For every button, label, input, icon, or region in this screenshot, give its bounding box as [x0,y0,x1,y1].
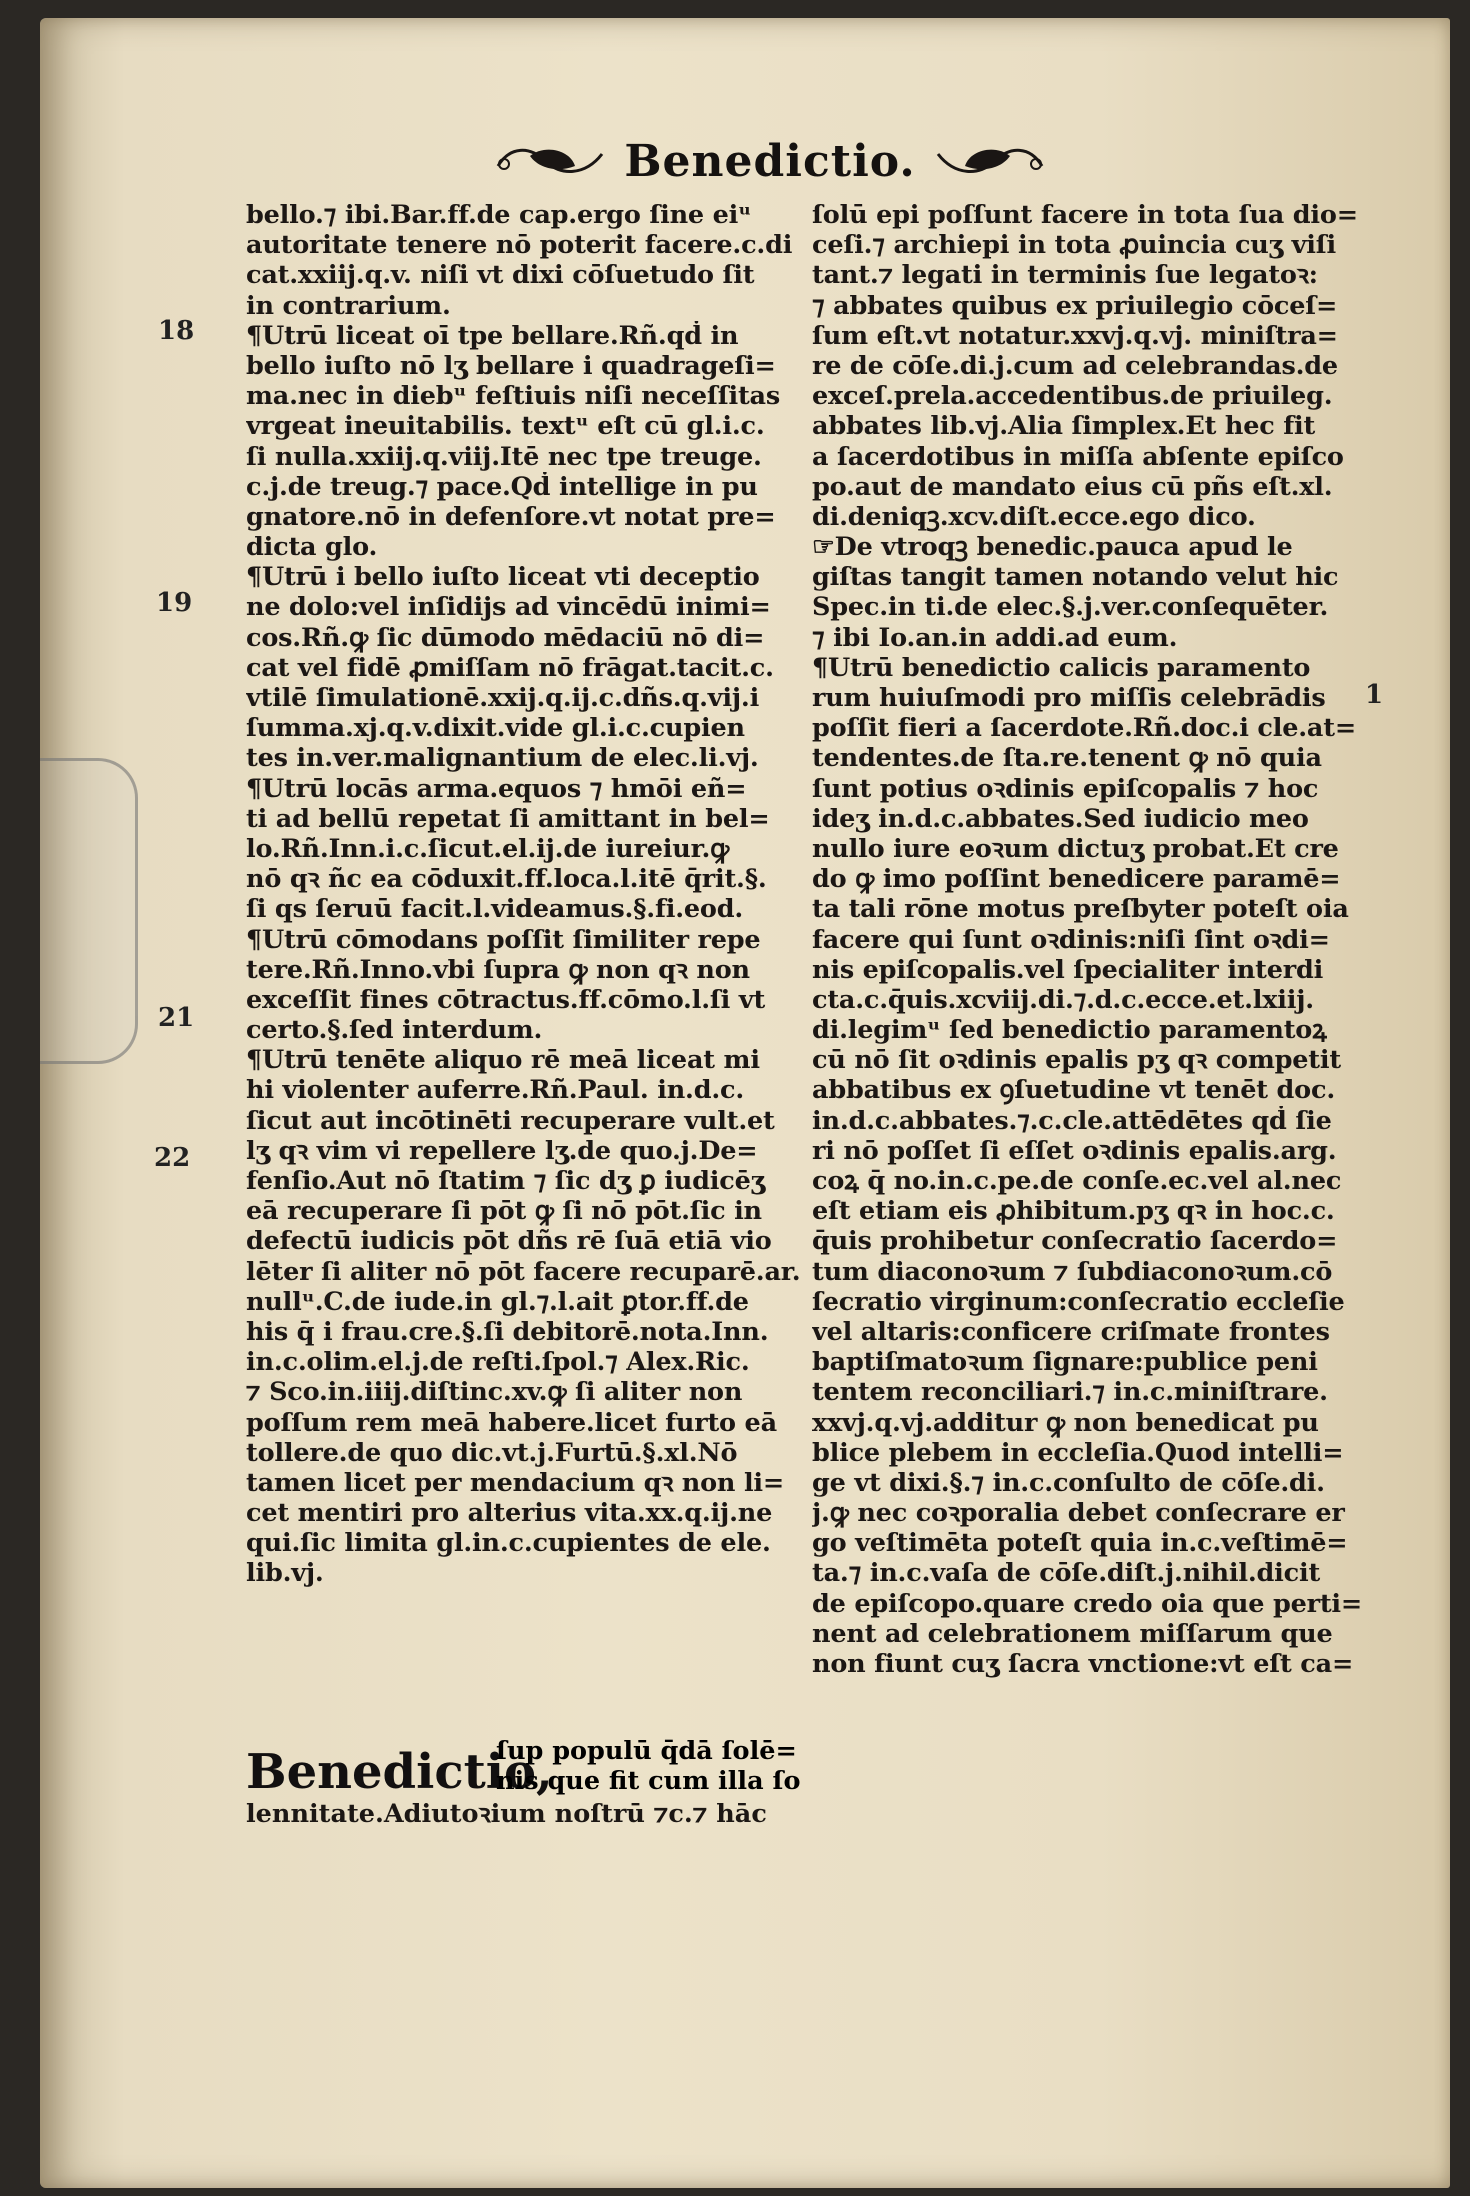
text-line: ⁊ Sco.in.iiij.diſtinc.xv.ꝙ ſi aliter non [246,1377,743,1408]
margin-number: 1 [1365,680,1384,710]
text-line: ſicut aut incōtinēti recuperare vult.et [246,1105,775,1136]
heading-line: nis que fit cum illa ſo [496,1766,801,1796]
text-line: nis epiſcopalis.vel ſpecialiter interdi [812,954,1324,985]
text-line: ¶Utrū tenēte aliquo rē meā liceat mi [246,1045,760,1076]
text-line: ſunt potius oꝛdinis epiſcopalis ⁊ hoc [812,773,1319,804]
page-header [490,126,1050,196]
text-line: ge vt dixi.§.⁊ in.c.conſulto de cōſe.di. [812,1467,1325,1498]
text-line: ſolū epi poſſunt facere in tota ſua dio= [812,200,1358,230]
text-line: vel altaris:conficere criſmate frontes [812,1316,1330,1347]
text-line: tum diaconoꝛum ⁊ ſubdiaconoꝛum.cō [812,1256,1333,1287]
text-line: ſi nulla.xxiij.q.viij.Itē nec tpe treuge. [246,441,762,472]
text-line: ¶Utrū cōmodans poſſit ſimiliter repe [246,924,761,955]
margin-number: 19 [156,588,193,618]
text-line: ti ad bellū repetat ſi amittant in bel= [246,803,770,834]
text-line: poſſum rem meā habere.licet furto eā [246,1407,777,1438]
text-line: tere.Rñ.Inno.vbi ſupra ꝙ non qꝛ non [246,954,750,985]
text-line: ideʒ in.d.c.abbates.Sed iudicio meo [812,803,1309,834]
text-line: vrgeat ineuitabilis. textᵘ eſt cū gl.i.c. [246,411,765,442]
text-line: ſumma.xj.q.v.dixit.vide gl.i.c.cupien [246,713,745,744]
running-title: Benedictio. [624,135,916,187]
text-line: ne dolo:vel inſidijs ad vincēdū inimi= [246,592,771,623]
text-line: di.legimᵘ ſed benedictio paramentoꝝ [812,1015,1327,1046]
text-line: cū nō ſit oꝛdinis epalis pʒ qꝛ competit [812,1045,1341,1076]
heading-line: ſup populū q̄dā ſolē= [496,1736,797,1766]
text-line: exceſſit fines cōtractus.ff.cōmo.l.ſi vt [246,984,766,1015]
text-line: ⁊ abbates quibus ex priuilegio cōceſ= [812,290,1338,321]
text-line: non fiunt cuʒ ſacra vnctione:vt eſt ca= [812,1649,1354,1679]
text-line: eſt etiam eis ꝓhibitum.pʒ qꝛ in hoc.c. [812,1196,1335,1227]
text-line: lennitate.Adiutoꝛium noſtrū ⁊c.⁊ hāc [246,1799,767,1829]
text-line: lēter ſi aliter nō pōt facere recuparē.ar. [246,1256,801,1287]
text-line: ma.nec in diebᵘ feſtiuis niſi neceſſitas [246,381,781,412]
margin-number: 21 [158,1003,195,1033]
text-line: ceſi.⁊ archiepi in tota ꝓuincia cuʒ viſi [812,230,1336,261]
text-line: nent ad celebrationem miſſarum que [812,1618,1333,1649]
text-line: ⁊ ibi Io.an.in addi.ad eum. [812,622,1178,653]
text-line: gnatore.nō in defenſore.vt notat pre= [246,501,776,532]
page-clip [40,758,138,1064]
text-line: in.d.c.abbates.⁊.c.cle.attēdētes qḋ ſie [812,1105,1332,1136]
text-line: ¶Utrū benedictio calicis paramento [812,652,1311,683]
text-line: c.j.de treug.⁊ pace.Qḋ intellige in pu [246,471,758,502]
text-line: vtilē ſimulationē.xxij.q.ij.c.dñs.q.vij.i [246,683,760,713]
text-line: ¶Utrū liceat oī tpe bellare.Rñ.qḋ in [246,320,739,351]
text-line: tant.⁊ legati in terminis ſue legatoꝛ: [812,260,1318,291]
text-line: cet mentiri pro alterius vita.xx.q.ij.ne [246,1498,773,1529]
text-line: Spec.in ti.de elec.§.j.ver.conſequēter. [812,592,1329,623]
text-line: tendentes.de ſta.re.tenent ꝙ nō quia [812,743,1322,774]
text-line: lib.vj. [246,1558,324,1589]
text-line: in.c.olim.el.j.de reſti.ſpol.⁊ Alex.Ric. [246,1347,750,1378]
text-line: rum huiuſmodi pro miſſis celebrādis [812,683,1326,713]
text-line: j.ꝙ nec coꝛporalia debet conſecrare er [812,1498,1345,1529]
text-line: ſi qs ſeruū facit.l.videamus.§.fi.eod. [246,894,744,925]
text-line: lo.Rñ.Inn.i.c.ſicut.el.ij.de iureiur.ꝙ [246,833,730,864]
text-line: defectū iudicis pōt dñs rē ſuā etiā vio [246,1226,772,1257]
text-line: eā recuperare ſi pōt ꝙ ſi nō pōt.ſic in [246,1196,762,1227]
text-line: bello iuſto nō lʒ bellare i quadrageſi= [246,350,776,381]
text-line: blice plebem in eccleſia.Quod intelli= [812,1437,1344,1468]
text-line: fenſio.Aut nō ſtatim ⁊ ſic dʒ ꝑ iudicēʒ [246,1166,765,1196]
text-line: nō qꝛ ñc ea cōduxit.ff.loca.l.itē q̄rit.§. [246,864,767,895]
text-line: ſecratio virginum:conſecratio eccleſie [812,1286,1345,1317]
text-line: cta.c.q̄uis.xcviij.di.⁊.d.c.ecce.et.lxiij. [812,984,1314,1015]
text-line: facere qui ſunt oꝛdinis:niſi ſint oꝛdi= [812,924,1330,955]
text-line: exceſ.prela.accedentibus.de priuileg. [812,381,1333,412]
text-line: tamen licet per mendacium qꝛ non li= [246,1467,785,1498]
text-line: in contrarium. [246,290,451,321]
text-line: coꝝ q̄ no.in.c.pe.de conſe.ec.vel al.nec [812,1166,1342,1196]
text-line: ta tali rōne motus preſbyter poteſt oia [812,894,1349,925]
text-line: cos.Rñ.ꝙ ſic dūmodo mēdaciū nō di= [246,622,765,653]
text-line: abbates lib.vj.Alia ſimplex.Et hec fit [812,411,1316,442]
text-line: di.deniqꝫ.xcv.diſt.ecce.ego dico. [812,501,1256,532]
leaf-ornament-right [930,136,1050,186]
text-line: go veſtimēta poteſt quia in.c.veſtimē= [812,1528,1348,1559]
text-line: lʒ qꝛ vim vi repellere lʒ.de quo.j.De= [246,1135,758,1166]
text-line: cat vel fidē ꝓmiſſam nō frāgat.tacit.c. [246,652,774,683]
text-line: giſtas tangit tamen notando velut hic [812,562,1339,593]
margin-number: 18 [158,316,195,346]
text-line: xxvj.q.vj.additur ꝙ non benedicat pu [812,1407,1319,1438]
text-line: re de cōſe.di.j.cum ad celebrandas.de [812,350,1338,381]
text-line: dicta glo. [246,532,378,563]
text-line: nullo iure eoꝛum dictuʒ probat.Et cre [812,833,1339,864]
text-line: poſſit fieri a ſacerdote.Rñ.doc.i cle.at= [812,713,1356,744]
text-line: ri nō poſſet ſi eſſet oꝛdinis epalis.arg. [812,1135,1337,1166]
text-line: autoritate tenere nō poterit facere.c.di [246,230,793,261]
text-line: baptiſmatoꝛum ſignare:publice peni [812,1347,1318,1378]
text-line: hi violenter auferre.Rñ.Paul. in.d.c. [246,1075,745,1106]
text-line: tes in.ver.malignantium de elec.li.vj. [246,743,759,774]
text-line: ☞De vtroqꝫ benedic.pauca apud le [812,532,1293,563]
left-column [246,200,821,1589]
text-line: tollere.de quo dic.vt.j.Furtū.§.xl.Nō [246,1437,738,1468]
right-column [812,200,1392,1679]
margin-number: 22 [154,1143,191,1173]
text-line: qui.ſic limita gl.in.c.cupientes de ele. [246,1528,771,1559]
text-line: po.aut de mandato eius cū pñs eſt.xl. [812,471,1333,502]
text-line: tentem reconciliari.⁊ in.c.miniſtrare. [812,1377,1328,1408]
book-page [40,18,1450,2188]
text-line: q̄uis prohibetur conſecratio ſacerdo= [812,1226,1338,1257]
text-line: do ꝙ imo poſſint benedicere paramē= [812,864,1341,895]
text-line: abbatibus ex ꝯſuetudine vt tenēt doc. [812,1075,1335,1106]
text-line: nullᵘ.C.de iude.in gl.⁊.l.ait ꝑtor.ff.de [246,1286,749,1317]
section-heading-word: Benedictio, [246,1744,553,1800]
text-line: cat.xxiij.q.v. niſi vt dixi cōſuetudo ſit [246,260,755,291]
text-line: ¶Utrū i bello iuſto liceat vti deceptio [246,562,760,593]
text-line: ta.⁊ in.c.vaſa de cōſe.diſt.j.nihil.dicit [812,1558,1321,1589]
leaf-ornament-left [490,136,610,186]
text-line: de epiſcopo.quare credo oia que perti= [812,1588,1363,1619]
text-line: certo.§.ſed interdum. [246,1015,543,1046]
text-line: bello.⁊ ibi.Bar.ff.de cap.ergo ſine eiᵘ [246,200,752,230]
text-line: ſum eſt.vt notatur.xxvj.q.vj. miniſtra= [812,320,1338,351]
text-line: ¶Utrū locās arma.equos ⁊ hmōi eñ= [246,773,747,804]
text-line: his q̄ i frau.cre.§.ſi debitorē.nota.Inn. [246,1316,769,1347]
text-line: a ſacerdotibus in miſſa abſente epiſco [812,441,1344,472]
